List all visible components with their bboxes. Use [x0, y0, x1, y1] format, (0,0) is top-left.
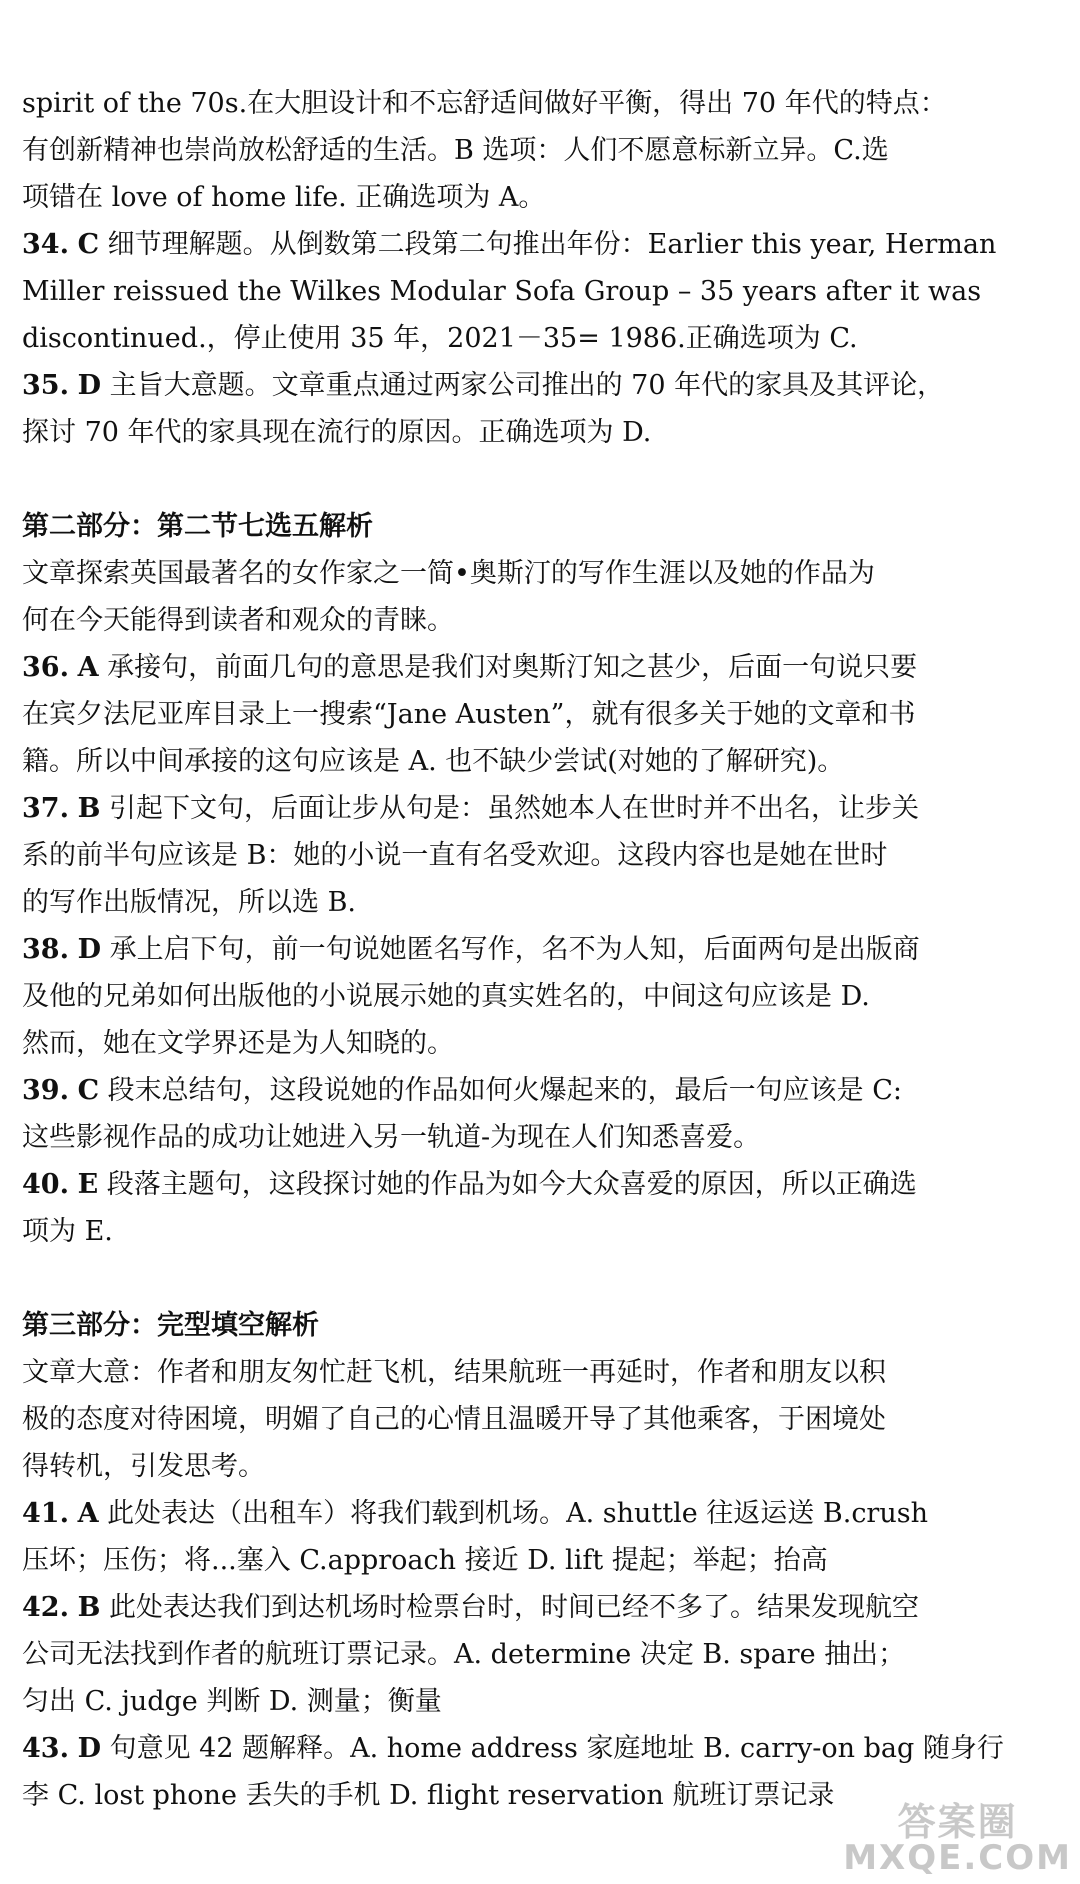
- text-line: 有创新精神也崇尚放松舒适的生活。B 选项：人们不愿意标新立异。C.选: [22, 135, 889, 166]
- answer-letter: E: [77, 1169, 99, 1200]
- explanation-text: 此处表达（出租车）将我们载到机场。A. shuttle 往返运送 B.crush: [98, 1498, 928, 1529]
- watermark-domain: MXQE.COM: [843, 1838, 1072, 1878]
- text-line: 压坏；压伤；将...塞入 C.approach 接近 D. lift 提起；举起；抬高: [22, 1545, 828, 1576]
- text-line: spirit of the 70s.在大胆设计和不忘舒适间做好平衡，得出 70 年代的特点：: [22, 88, 947, 119]
- question-number: 42.: [22, 1592, 69, 1623]
- answer-40: [22, 1161, 1062, 1255]
- answer-letter: A: [77, 1498, 99, 1529]
- answer-38: [22, 926, 1062, 1067]
- watermark-logo-text: 答案圈: [897, 1800, 1018, 1844]
- answer-letter: C: [77, 1075, 100, 1106]
- question-number: 39.: [22, 1075, 69, 1106]
- question-number: 40.: [22, 1169, 69, 1200]
- answer-letter: A: [77, 652, 99, 683]
- text-line: 籍。所以中间承接的这句应该是 A. 也不缺少尝试(对她的了解研究)。: [22, 746, 845, 777]
- text-line: 文章探索英国最著名的女作家之一简•奥斯汀的写作生涯以及她的作品为: [22, 558, 875, 589]
- answer-35: [22, 362, 1062, 456]
- answer-analysis-page: [22, 80, 1062, 1819]
- answer-36: [22, 644, 1062, 785]
- answer-letter: D: [77, 370, 101, 401]
- text-line: 项错在 love of home life. 正确选项为 A。: [22, 182, 546, 213]
- question-number: 41.: [22, 1498, 69, 1529]
- explanation-text: 句意见 42 题解释。A. home address 家庭地址 B. carry-on bag 随身行: [101, 1733, 1004, 1764]
- text-line: 这些影视作品的成功让她进入另一轨道-为现在人们知悉喜爱。: [22, 1122, 761, 1153]
- explanation-text: 承上启下句，前一句说她匿名写作，名不为人知，后面两句是出版商: [101, 934, 920, 965]
- text-line: 系的前半句应该是 B：她的小说一直有名受欢迎。这段内容也是她在世时: [22, 840, 888, 871]
- answer-39: [22, 1067, 1062, 1161]
- text-line: 的写作出版情况，所以选 B.: [22, 887, 357, 918]
- text-line: Miller reissued the Wilkes Modular Sofa Group – 35 years after it was: [22, 276, 982, 307]
- text-line: 然而，她在文学界还是为人知晓的。: [22, 1028, 454, 1059]
- answer-letter: D: [77, 934, 101, 965]
- section-heading: 第三部分：完型填空解析: [22, 1310, 319, 1341]
- question-number: 38.: [22, 934, 69, 965]
- text-line: 极的态度对待困境，明媚了自己的心情且温暖开导了其他乘客，于困境处: [22, 1404, 886, 1435]
- section-gap: [22, 456, 1062, 503]
- question-number: 35.: [22, 370, 69, 401]
- section-gap: [22, 1255, 1062, 1302]
- answer-37: [22, 785, 1062, 926]
- question-number: 37.: [22, 793, 69, 824]
- answer-letter: B: [77, 1592, 101, 1623]
- site-watermark: [843, 1800, 1072, 1878]
- section-heading: 第二部分：第二节七选五解析: [22, 511, 373, 542]
- text-line: 得转机，引发思考。: [22, 1451, 265, 1482]
- question-number: 43.: [22, 1733, 69, 1764]
- answer-letter: C: [77, 229, 100, 260]
- explanation-text: 主旨大意题。文章重点通过两家公司推出的 70 年代的家具及其评论，: [101, 370, 945, 401]
- text-line: 何在今天能得到读者和观众的青睐。: [22, 605, 454, 636]
- text-line: 在宾夕法尼亚库目录上一搜索“Jane Austen”，就有很多关于她的文章和书: [22, 699, 916, 730]
- explanation-text: 段落主题句，这段探讨她的作品为如今大众喜爱的原因，所以正确选: [98, 1169, 917, 1200]
- question-number: 36.: [22, 652, 69, 683]
- section-2: [22, 503, 1062, 644]
- text-line: 李 C. lost phone 丢失的手机 D. flight reservation 航班订票记录: [22, 1780, 835, 1811]
- explanation-text: 承接句，前面几句的意思是我们对奥斯汀知之甚少，后面一句说只要: [98, 652, 918, 683]
- answer-letter: D: [77, 1733, 101, 1764]
- answer-34: [22, 221, 1062, 362]
- text-line: 文章大意：作者和朋友匆忙赶飞机，结果航班一再延时，作者和朋友以积: [22, 1357, 886, 1388]
- explanation-text: 细节理解题。从倒数第二段第二句推出年份：Earlier this year, Herman: [99, 229, 997, 260]
- text-line: 项为 E.: [22, 1216, 113, 1247]
- text-line: 公司无法找到作者的航班订票记录。A. determine 决定 B. spare 抽出；: [22, 1639, 906, 1670]
- text-line: 及他的兄弟如何出版他的小说展示她的真实姓名的，中间这句应该是 D.: [22, 981, 870, 1012]
- question-number: 34.: [22, 229, 69, 260]
- q33-continuation: [22, 80, 1062, 221]
- answer-42: [22, 1584, 1062, 1725]
- section-3: [22, 1302, 1062, 1490]
- explanation-text: 此处表达我们到达机场时检票台时，时间已经不多了。结果发现航空: [100, 1592, 919, 1623]
- answer-41: [22, 1490, 1062, 1584]
- explanation-text: 引起下文句，后面让步从句是：虽然她本人在世时并不出名，让步关: [100, 793, 919, 824]
- text-line: 探讨 70 年代的家具现在流行的原因。正确选项为 D.: [22, 417, 652, 448]
- text-line: 匀出 C. judge 判断 D. 测量；衡量: [22, 1686, 442, 1717]
- explanation-text: 段末总结句，这段说她的作品如何火爆起来的，最后一句应该是 C:: [99, 1075, 902, 1106]
- answer-letter: B: [77, 793, 101, 824]
- text-line: discontinued.，停止使用 35 年，2021－35= 1986.正确选项为 C.: [22, 323, 858, 354]
